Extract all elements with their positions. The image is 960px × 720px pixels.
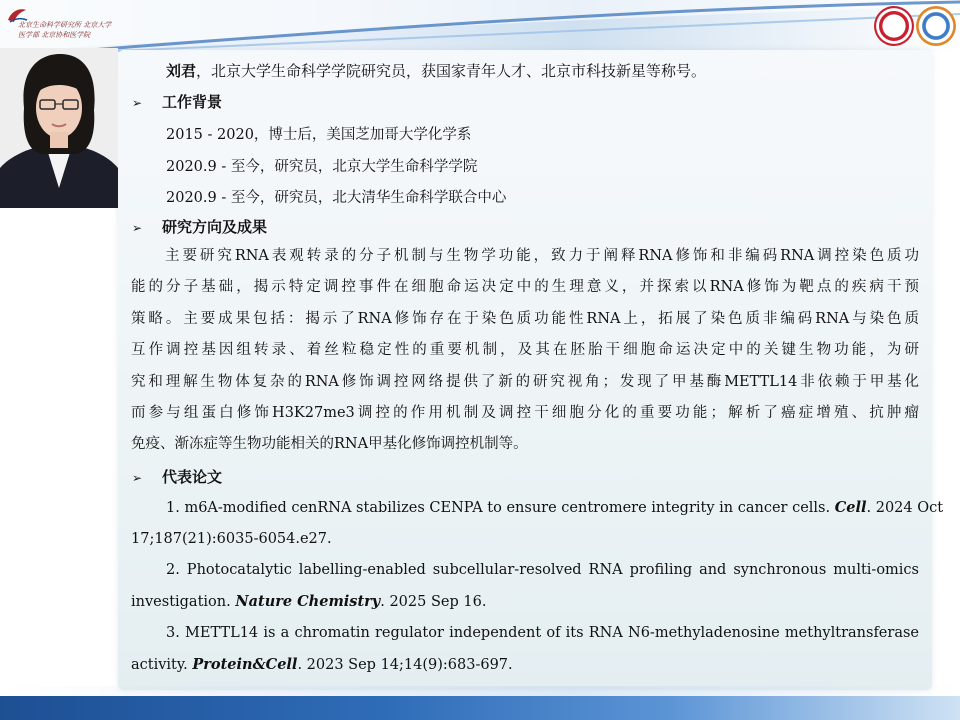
section-work-heading <box>132 91 222 112</box>
research-line-6: 而参与组蛋白修饰H3K27me3调控的作用机制及调控干细胞分化的重要功能；解析了癌症增殖、抗肿瘤 <box>131 405 919 422</box>
profile-intro-text: ，北京大学生命科学学院研究员，获国家青年人才、北京市科技新星等称号。 <box>196 62 707 80</box>
paper-3-title-end: activity. <box>131 657 193 673</box>
profile-name: 刘君 <box>166 62 197 80</box>
paper-1-journal: Cell <box>834 499 867 516</box>
paper-2-line-2 <box>131 586 919 618</box>
footer-band <box>0 696 960 720</box>
logo-line-2: 医学部 北京协和医学院 <box>18 31 91 39</box>
university-logo <box>6 6 112 42</box>
bullet-arrow-icon: ➢ <box>132 471 143 485</box>
research-line-5: 究和理解生物体复杂的RNA修饰调控网络提供了新的研究视角；发现了甲基酶METTL14非依赖于甲基化 <box>131 373 919 390</box>
paper-2-journal: Nature Chemistry <box>235 593 381 610</box>
research-paragraph <box>131 241 919 461</box>
profile-intro <box>166 60 706 81</box>
paper-3-citation: . 2023 Sep 14;14(9):683-697. <box>297 657 513 673</box>
section-work-title: 工作背景 <box>162 93 223 111</box>
bullet-arrow-icon: ➢ <box>132 96 143 110</box>
work-item-2: 2020.9 - 至今，研究员，北京大学生命科学学院 <box>166 159 478 175</box>
paper-1-title: 1. m6A-modified cenRNA stabilizes CENPA to ensure centromere integrity in cancer cells. <box>166 500 835 516</box>
section-papers-heading <box>132 466 222 487</box>
paper-1-line-1 <box>131 492 944 524</box>
paper-3-line-2 <box>131 649 919 681</box>
paper-1-citation-a: . 2024 Oct <box>866 500 944 516</box>
work-item-1: 2015 - 2020，博士后，美国芝加哥大学化学系 <box>166 127 472 143</box>
paper-item-1 <box>131 492 944 555</box>
paper-1-line-2: 17;187(21):6035-6054.e27. <box>131 531 332 547</box>
section-research-heading <box>132 216 267 237</box>
work-item-3: 2020.9 - 至今，研究员，北大清华生命科学联合中心 <box>166 190 507 206</box>
research-line-4: 互作调控基因组转录、着丝粒稳定性的重要机制，及其在胚胎干细胞命运决定中的关键生物功能，为研 <box>131 342 919 359</box>
paper-2-line-1: 2. Photocatalytic labelling-enabled subcellular-resolved RNA profiling and synchronous multi-omics <box>166 562 919 578</box>
research-line-2: 能的分子基础，揭示特定调控事件在细胞命运决定中的生理意义，并探索以RNA修饰为靶点的疾病干预 <box>131 279 919 296</box>
logo-line-1: 北京生命科学研究所 北京大学 <box>18 21 112 29</box>
paper-3-line-1: 3. METTL14 is a chromatin regulator independent of its RNA N6-methyladenosine methyltransferase <box>166 625 919 641</box>
paper-3-journal: Protein&Cell <box>192 656 298 673</box>
bullet-arrow-icon: ➢ <box>132 221 143 235</box>
institute-seal-icon <box>916 6 956 46</box>
research-line-1: 主要研究RNA表观转录的分子机制与生物学功能，致力于阐释RNA修饰和非编码RNA调控染色质功 <box>165 248 919 264</box>
section-research-title: 研究方向及成果 <box>162 218 268 236</box>
paper-2-citation: . 2025 Sep 16. <box>380 594 487 610</box>
section-papers-title: 代表论文 <box>162 468 223 486</box>
research-line-3: 策略。主要成果包括：揭示了RNA修饰存在于染色质功能性RNA上，拓展了染色质非编码RNA与染色质 <box>131 310 919 327</box>
research-line-7: 免疫、渐冻症等生物功能相关的RNA甲基化修饰调控机制等。 <box>131 436 528 453</box>
portrait-photo <box>0 48 118 208</box>
university-seal-icon <box>874 6 914 46</box>
paper-item-2 <box>131 555 919 618</box>
paper-2-title-end: investigation. <box>131 594 236 610</box>
paper-item-3 <box>131 618 919 681</box>
